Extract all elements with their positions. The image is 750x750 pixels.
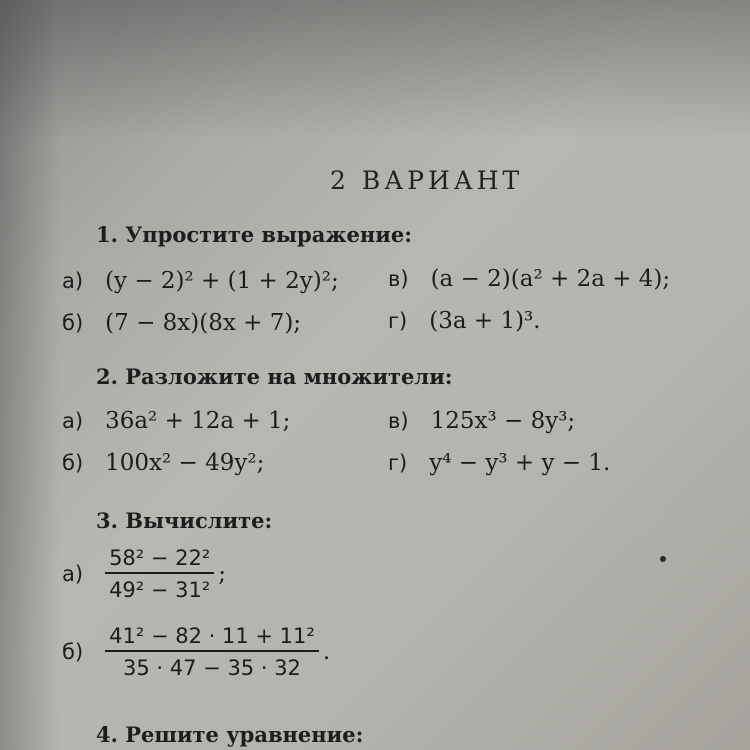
- task-4-number: 4.: [96, 722, 118, 747]
- task-1-number: 1.: [96, 222, 118, 247]
- item-label: а): [62, 562, 84, 586]
- item-label: г): [388, 451, 408, 475]
- fraction-denominator: 49² − 31²: [109, 578, 211, 602]
- item-label: г): [388, 309, 408, 333]
- fraction: [105, 624, 319, 680]
- task-2-number: 2.: [96, 364, 118, 389]
- task-4-title: Решите уравнение:: [125, 722, 364, 747]
- fraction-numerator: 58² − 22²: [109, 546, 211, 570]
- task-1-title: Упростите выражение:: [125, 222, 412, 247]
- item-label: в): [388, 409, 409, 433]
- item-label: б): [62, 311, 84, 335]
- item-expression: (y − 2)² + (1 + 2y)²;: [105, 268, 339, 294]
- item-label: б): [62, 451, 84, 475]
- task-2-title: Разложите на множители:: [125, 364, 453, 389]
- item-expression: 125x³ − 8y³;: [430, 408, 576, 434]
- item-label: а): [62, 269, 84, 293]
- item-expression: (3a + 1)³.: [429, 308, 541, 334]
- fraction-denominator: 35 · 47 − 35 · 32: [123, 656, 301, 680]
- item-label: б): [62, 640, 84, 664]
- task-2-heading: [96, 364, 453, 389]
- item-expression: 36a² + 12a + 1;: [105, 408, 291, 434]
- task-3-title: Вычислите:: [125, 508, 273, 533]
- fraction-tail: .: [322, 639, 331, 665]
- task-2-item-b: [62, 450, 264, 476]
- variant-title: 2 ВАРИАНТ: [330, 166, 524, 195]
- task-2-item-g: [388, 450, 610, 476]
- task-1-item-a: [62, 268, 339, 294]
- fraction: [105, 546, 214, 602]
- task-2-item-v: [388, 408, 575, 434]
- task-3-number: 3.: [96, 508, 118, 533]
- task-3-item-a: [62, 546, 226, 602]
- task-2-item-a: [62, 408, 290, 434]
- item-expression: (a − 2)(a² + 2a + 4);: [430, 266, 671, 292]
- task-3-item-b: [62, 624, 330, 680]
- item-label: а): [62, 409, 84, 433]
- item-label: в): [388, 267, 409, 291]
- task-4-heading: [96, 722, 363, 747]
- task-1-item-v: [388, 266, 670, 292]
- item-expression: (7 − 8x)(8x + 7);: [105, 310, 302, 336]
- fraction-tail: ;: [218, 561, 227, 587]
- item-expression: y⁴ − y³ + y − 1.: [429, 450, 611, 476]
- item-expression: 100x² − 49y²;: [105, 450, 265, 476]
- ink-dot: [660, 556, 666, 562]
- task-3-heading: [96, 508, 272, 533]
- fraction-numerator: 41² − 82 · 11 + 11²: [109, 624, 315, 648]
- task-1-heading: [96, 222, 412, 247]
- task-1-item-g: [388, 308, 541, 334]
- task-1-item-b: [62, 310, 301, 336]
